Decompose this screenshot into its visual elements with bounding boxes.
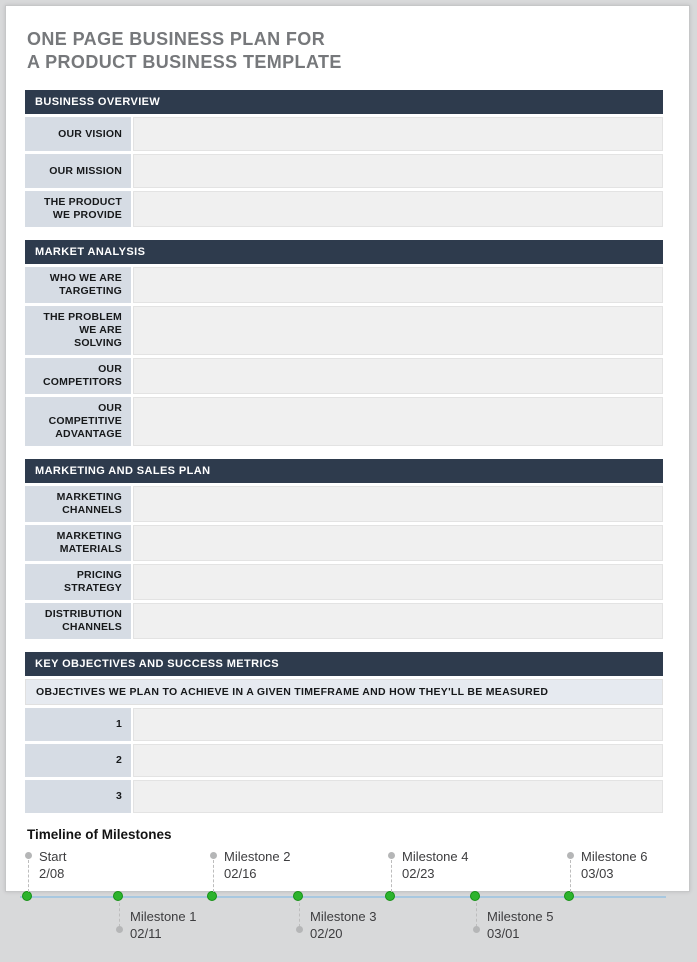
- row-input-cell[interactable]: [133, 744, 663, 777]
- row-label: THE PROBLEM WE ARE SOLVING: [25, 306, 131, 355]
- milestone-end-dot-icon: [296, 926, 303, 933]
- row-input-cell[interactable]: [133, 306, 663, 355]
- milestone-date: 03/03: [581, 866, 614, 881]
- section-marketing-and-sales-plan: [25, 459, 663, 639]
- milestone-label: [581, 848, 647, 882]
- milestone-date: 03/01: [487, 926, 520, 941]
- milestone-name: Milestone 6: [581, 849, 648, 864]
- milestone-connector-line: [570, 860, 571, 892]
- row-input-cell[interactable]: [133, 603, 663, 639]
- milestone-connector-line: [476, 903, 477, 927]
- row-label: OUR VISION: [25, 117, 131, 151]
- milestone-label: [402, 848, 468, 882]
- table-row: [25, 525, 663, 561]
- table-row: [25, 486, 663, 522]
- milestone-connector-line: [391, 860, 392, 892]
- timeline-heading: Timeline of Milestones: [27, 827, 172, 842]
- row-input-cell[interactable]: [133, 564, 663, 600]
- row-label: PRICING STRATEGY: [25, 564, 131, 600]
- row-input-cell[interactable]: [133, 780, 663, 813]
- milestone-label: [130, 908, 196, 942]
- row-label: 1: [25, 708, 131, 741]
- row-label: WHO WE ARE TARGETING: [25, 267, 131, 303]
- milestone-date: 02/23: [402, 866, 435, 881]
- document-page: [5, 5, 690, 941]
- table-row: [25, 191, 663, 227]
- row-input-cell[interactable]: [133, 358, 663, 394]
- table-row: [25, 708, 663, 741]
- page-title-line1: ONE PAGE BUSINESS PLAN FOR: [27, 29, 326, 49]
- table-row: [25, 358, 663, 394]
- row-input-cell[interactable]: [133, 191, 663, 227]
- milestone-connector-line: [299, 903, 300, 927]
- section-key-objectives-and-success-metrics: [25, 652, 663, 813]
- section-header-business-overview: BUSINESS OVERVIEW: [25, 90, 663, 114]
- row-input-cell[interactable]: [133, 117, 663, 151]
- page-title-line2: A PRODUCT BUSINESS TEMPLATE: [27, 52, 342, 72]
- table-row: [25, 564, 663, 600]
- table-row: [25, 154, 663, 188]
- row-label: OUR COMPETITORS: [25, 358, 131, 394]
- milestone-name: Milestone 1: [130, 909, 197, 924]
- milestone-end-dot-icon: [567, 852, 574, 859]
- row-input-cell[interactable]: [133, 267, 663, 303]
- milestone-timeline: [20, 844, 671, 962]
- milestone-name: Milestone 2: [224, 849, 291, 864]
- milestone-connector-line: [119, 903, 120, 927]
- section-header-market-analysis: MARKET ANALYSIS: [25, 240, 663, 264]
- milestone-date: 02/11: [130, 926, 162, 941]
- row-label: OUR MISSION: [25, 154, 131, 188]
- table-row: [25, 117, 663, 151]
- row-input-cell[interactable]: [133, 397, 663, 446]
- row-label: DISTRIBUTION CHANNELS: [25, 603, 131, 639]
- milestone-end-dot-icon: [210, 852, 217, 859]
- row-label: OUR COMPETITIVE ADVANTAGE: [25, 397, 131, 446]
- section-business-overview: [25, 90, 663, 227]
- row-label: MARKETING CHANNELS: [25, 486, 131, 522]
- milestone-date: 02/16: [224, 866, 257, 881]
- milestone-label: [224, 848, 290, 882]
- milestone-label: [310, 908, 376, 942]
- row-input-cell[interactable]: [133, 708, 663, 741]
- milestone-name: Milestone 3: [310, 909, 377, 924]
- table-row: [25, 780, 663, 813]
- row-label: MARKETING MATERIALS: [25, 525, 131, 561]
- table-row: [25, 397, 663, 446]
- milestone-name: Milestone 4: [402, 849, 469, 864]
- milestone-date: 2/08: [39, 866, 65, 881]
- plan-sections: [25, 90, 663, 813]
- row-label: 2: [25, 744, 131, 777]
- row-input-cell[interactable]: [133, 486, 663, 522]
- row-label: THE PRODUCT WE PROVIDE: [25, 191, 131, 227]
- row-input-cell[interactable]: [133, 154, 663, 188]
- milestone-end-dot-icon: [116, 926, 123, 933]
- page-title: [27, 28, 663, 74]
- milestone-connector-line: [213, 860, 214, 892]
- row-label: 3: [25, 780, 131, 813]
- table-row: [25, 744, 663, 777]
- milestone-end-dot-icon: [473, 926, 480, 933]
- milestone-connector-line: [28, 860, 29, 892]
- milestone-label: [487, 908, 553, 942]
- section-header-key-objectives-and-success-metrics: KEY OBJECTIVES AND SUCCESS METRICS: [25, 652, 663, 676]
- table-row: [25, 306, 663, 355]
- row-input-cell[interactable]: [133, 525, 663, 561]
- milestone-date: 02/20: [310, 926, 343, 941]
- table-row: [25, 603, 663, 639]
- milestone-name: Start: [39, 849, 67, 864]
- section-subheader-key-objectives-and-success-metrics: OBJECTIVES WE PLAN TO ACHIEVE IN A GIVEN TIMEFRAME AND HOW THEY'LL BE MEASURED: [25, 679, 663, 705]
- section-header-marketing-and-sales-plan: MARKETING AND SALES PLAN: [25, 459, 663, 483]
- milestone-name: Milestone 5: [487, 909, 554, 924]
- milestone-end-dot-icon: [388, 852, 395, 859]
- section-market-analysis: [25, 240, 663, 446]
- table-row: [25, 267, 663, 303]
- milestone-label: [39, 848, 66, 882]
- milestone-end-dot-icon: [25, 852, 32, 859]
